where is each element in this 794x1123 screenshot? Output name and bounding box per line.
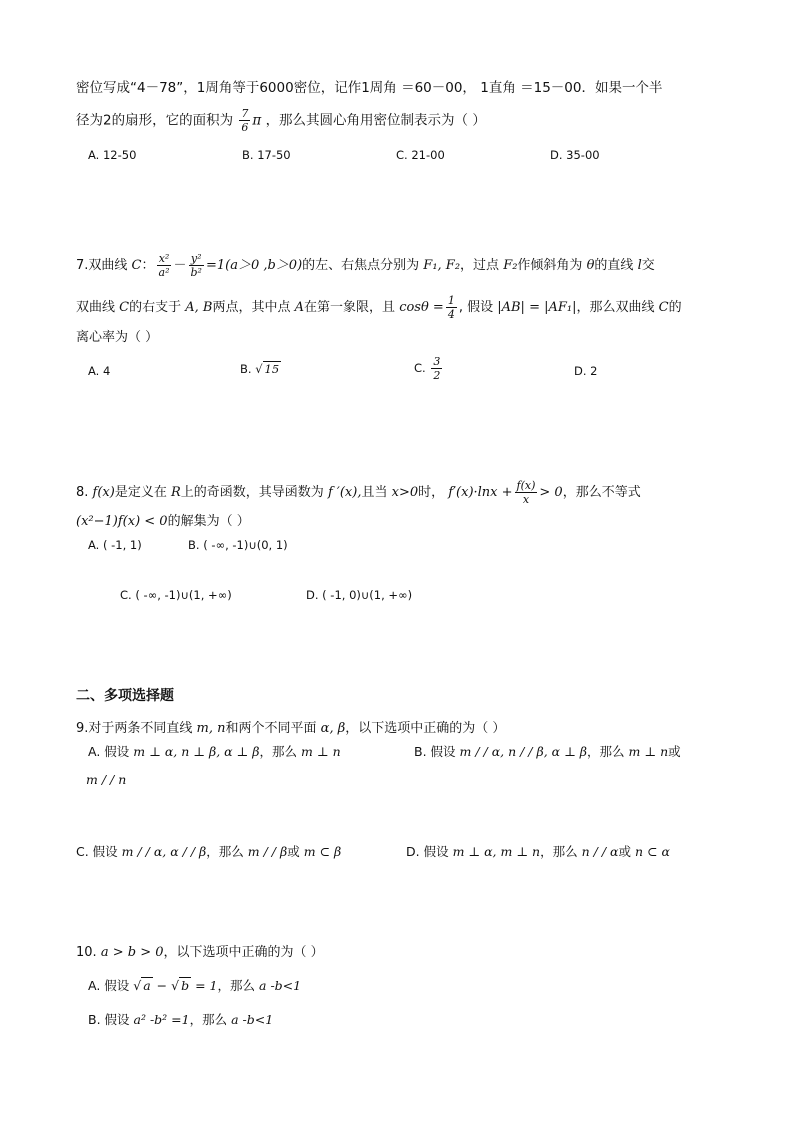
q8-line-1: 8. f(x)是定义在 R上的奇函数，其导函数为 f ′(x),且当 x>0时， f′(x)·lnx + $\frac{f(x)}{x}$ > 0，那么不等式 (76, 479, 641, 506)
q8-option-c[interactable]: C. ( -∞, -1)∪(1, +∞) (120, 588, 232, 602)
q8-option-a[interactable]: A. ( -1, 1) (88, 538, 142, 552)
q6-option-c[interactable]: C. 21-00 (396, 148, 445, 162)
q10-option-a[interactable]: A. 假设 √ a − √ b = 1，那么 a -b<1 (88, 978, 302, 993)
q7-option-c[interactable]: C. $\frac{3}{2}$ (414, 355, 441, 382)
sqrt-icon: √ a (133, 978, 151, 993)
q9-option-a[interactable]: A. 假设 m ⊥ α, n ⊥ β, α ⊥ β，那么 m ⊥ n (88, 744, 341, 759)
sqrt-icon: √ 15 (255, 362, 280, 376)
q6-line-1 (76, 78, 662, 98)
q9-option-c[interactable]: C. 假设 m / / α, α / / β，那么 m / / β或 m ⊂ β (76, 844, 342, 859)
q9-option-d[interactable]: D. 假设 m ⊥ α, m ⊥ n，那么 n / / α或 n ⊂ α (406, 844, 670, 859)
q7-option-a[interactable]: A. 4 (88, 364, 111, 378)
q6-option-a[interactable]: A. 12-50 (88, 148, 137, 162)
q8-fraction: $\frac{f(x)}{x}$ (516, 479, 536, 506)
q6-fraction: $\frac{7}{6}$ (241, 107, 249, 134)
q8-option-b[interactable]: B. ( -∞, -1)∪(0, 1) (188, 538, 288, 552)
q8-line-2: (x²−1)f(x) < 0的解集为（ ） (76, 514, 250, 529)
q7-option-b[interactable]: B. √ 15 (240, 362, 280, 376)
q9-option-b-cont: m / / n (86, 772, 127, 787)
q9-line-1: 9.对于两条不同直线 m, n和两个不同平面 α, β，以下选项中正确的为（ ） (76, 721, 506, 736)
q7-frac-cos: $\frac{1}{4}$ (447, 294, 455, 321)
q9-option-b[interactable]: B. 假设 m / / α, n / / β, α ⊥ β，那么 m ⊥ n或 (414, 744, 681, 759)
sqrt-icon: √ b (171, 978, 190, 993)
q6-option-b[interactable]: B. 17-50 (242, 148, 291, 162)
q7-line-3: 离心率为（ ） (76, 330, 159, 345)
q7-option-d[interactable]: D. 2 (574, 364, 598, 378)
q10-line-1: 10. a > b > 0，以下选项中正确的为（ ） (76, 945, 324, 960)
q7-line-2: 双曲线 C的右支于 A, B两点，其中点 A在第一象限，且 cosθ = $\frac{1}{4}$ , 假设 |AB| = |AF₁|，那么双曲线 C的 (76, 294, 682, 321)
q7-frac-y: $\frac{\text{y²}}{\text{b²}}$ (190, 252, 202, 279)
q6-text: 密位写成“4－78”，1周角等于6000密位，记作1周角 ＝60－00， 1直角 ＝15－00．如果一个半 (76, 80, 663, 96)
q6-pi: π (252, 112, 262, 129)
q7-line-1: 7.双曲线 C： $\frac{\text{x²}}{\text{a²}}$ － $\frac{\text{y²}}{\text{b²}}$ =1(a＞0 ,b＞0)的左、右焦点分别为 F₁, F₂，过点 F₂作倾斜角为 θ的直线 l交 (76, 252, 655, 279)
q10-option-b[interactable]: B. 假设 a² -b² =1，那么 a -b<1 (88, 1012, 274, 1027)
q7-frac-x: $\frac{\text{x²}}{\text{a²}}$ (158, 252, 170, 279)
q6-option-d[interactable]: D. 35-00 (550, 148, 600, 162)
q6-text: ，那么其圆心角用密位制表示为（ ） (265, 112, 486, 129)
q8-option-d[interactable]: D. ( -1, 0)∪(1, +∞) (306, 588, 413, 602)
q6-line-2 (76, 108, 486, 133)
section-heading: 二、多项选择题 (76, 688, 174, 704)
q6-text: 径为2的扇形，它的面积为 (76, 112, 234, 129)
